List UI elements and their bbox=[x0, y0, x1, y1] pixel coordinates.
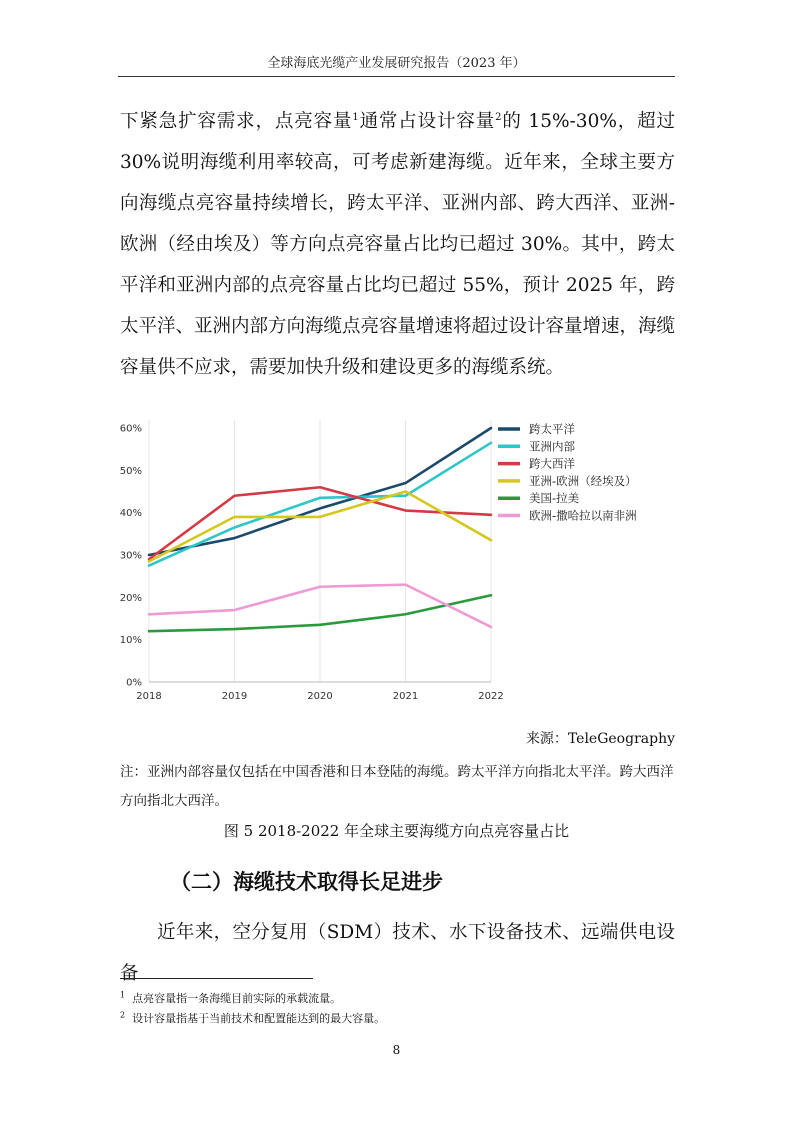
legend-label: 欧洲-撒哈拉以南非洲 bbox=[529, 508, 637, 523]
footnote-number: 2 bbox=[120, 1010, 126, 1020]
y-tick-label: 50% bbox=[119, 465, 142, 477]
y-tick-label: 10% bbox=[119, 635, 142, 647]
x-tick-label: 2018 bbox=[136, 691, 162, 702]
footnote-number: 1 bbox=[120, 990, 126, 1000]
chart-axes bbox=[120, 424, 504, 703]
line-chart bbox=[115, 410, 675, 710]
x-tick-label: 2021 bbox=[392, 691, 419, 702]
footnote-text: 设计容量指基于当前技术和配置能达到的最大容量。 bbox=[132, 1012, 386, 1025]
chart-legend bbox=[498, 422, 637, 523]
footnote bbox=[120, 1010, 385, 1026]
y-tick-label: 0% bbox=[126, 677, 142, 689]
section-heading: （二）海缆技术取得长足进步 bbox=[170, 870, 443, 894]
x-tick-label: 2022 bbox=[478, 691, 504, 702]
footnote-divider bbox=[120, 978, 313, 979]
paragraph-text: 的 15%-30%，超过 30%说明海缆利用率较高，可考虑新建海缆。近年来，全球主要方向海缆点亮容量持续增长，跨太平洋、亚洲内部、跨大西洋、亚洲-欧洲（经由埃及）等方向点亮容量占比均已超过 30%。其中，跨太平洋和亚洲内部的点亮容量占比均已超过 55%，预计 2025 年，跨太平洋、亚洲内部方向海缆点亮容量增速将超过设计容量增速，海缆容量供不应求，需要加快升级和建设更多的海缆系统。 bbox=[120, 111, 676, 378]
x-tick-label: 2020 bbox=[307, 691, 333, 702]
legend-label: 跨太平洋 bbox=[529, 422, 575, 436]
paragraph-text: 下紧急扩容需求，点亮容量 bbox=[120, 111, 353, 132]
legend-label: 亚洲-欧洲（经埃及） bbox=[529, 473, 637, 488]
footnote-ref[interactable]: 1 bbox=[352, 112, 359, 123]
chart-grid bbox=[149, 420, 491, 682]
y-tick-label: 40% bbox=[119, 508, 142, 520]
chart-note: 注：亚洲内部容量仅包括在中国香港和日本登陆的海缆。跨太平洋方向指北太平洋。跨大西洋方向指北大西洋。 bbox=[120, 764, 674, 809]
body-paragraph: 近年来，空分复用（SDM）技术、水下设备技术、远端供电设备 bbox=[120, 922, 675, 984]
footnote bbox=[120, 990, 341, 1006]
paragraph-text: 通常占设计容量 bbox=[358, 111, 496, 132]
legend-label: 美国-拉美 bbox=[529, 491, 580, 506]
legend-label: 亚洲内部 bbox=[529, 439, 575, 454]
footnote-ref[interactable]: 2 bbox=[495, 112, 502, 123]
y-tick-label: 20% bbox=[119, 592, 142, 604]
running-header: 全球海底光缆产业发展研究报告（2023 年） bbox=[118, 52, 675, 77]
body-paragraph bbox=[120, 97, 675, 388]
legend-label: 跨大西洋 bbox=[529, 456, 575, 471]
footnote-text: 点亮容量指一条海缆目前实际的承载流量。 bbox=[132, 992, 342, 1005]
y-tick-label: 60% bbox=[119, 423, 142, 435]
x-tick-label: 2019 bbox=[221, 691, 248, 702]
page-number: 8 bbox=[392, 1043, 401, 1057]
y-tick-label: 30% bbox=[119, 550, 142, 562]
figure-caption: 图 5 2018-2022 年全球主要海缆方向点亮容量占比 bbox=[223, 822, 570, 840]
chart-source: 来源：TeleGeography bbox=[525, 731, 675, 747]
